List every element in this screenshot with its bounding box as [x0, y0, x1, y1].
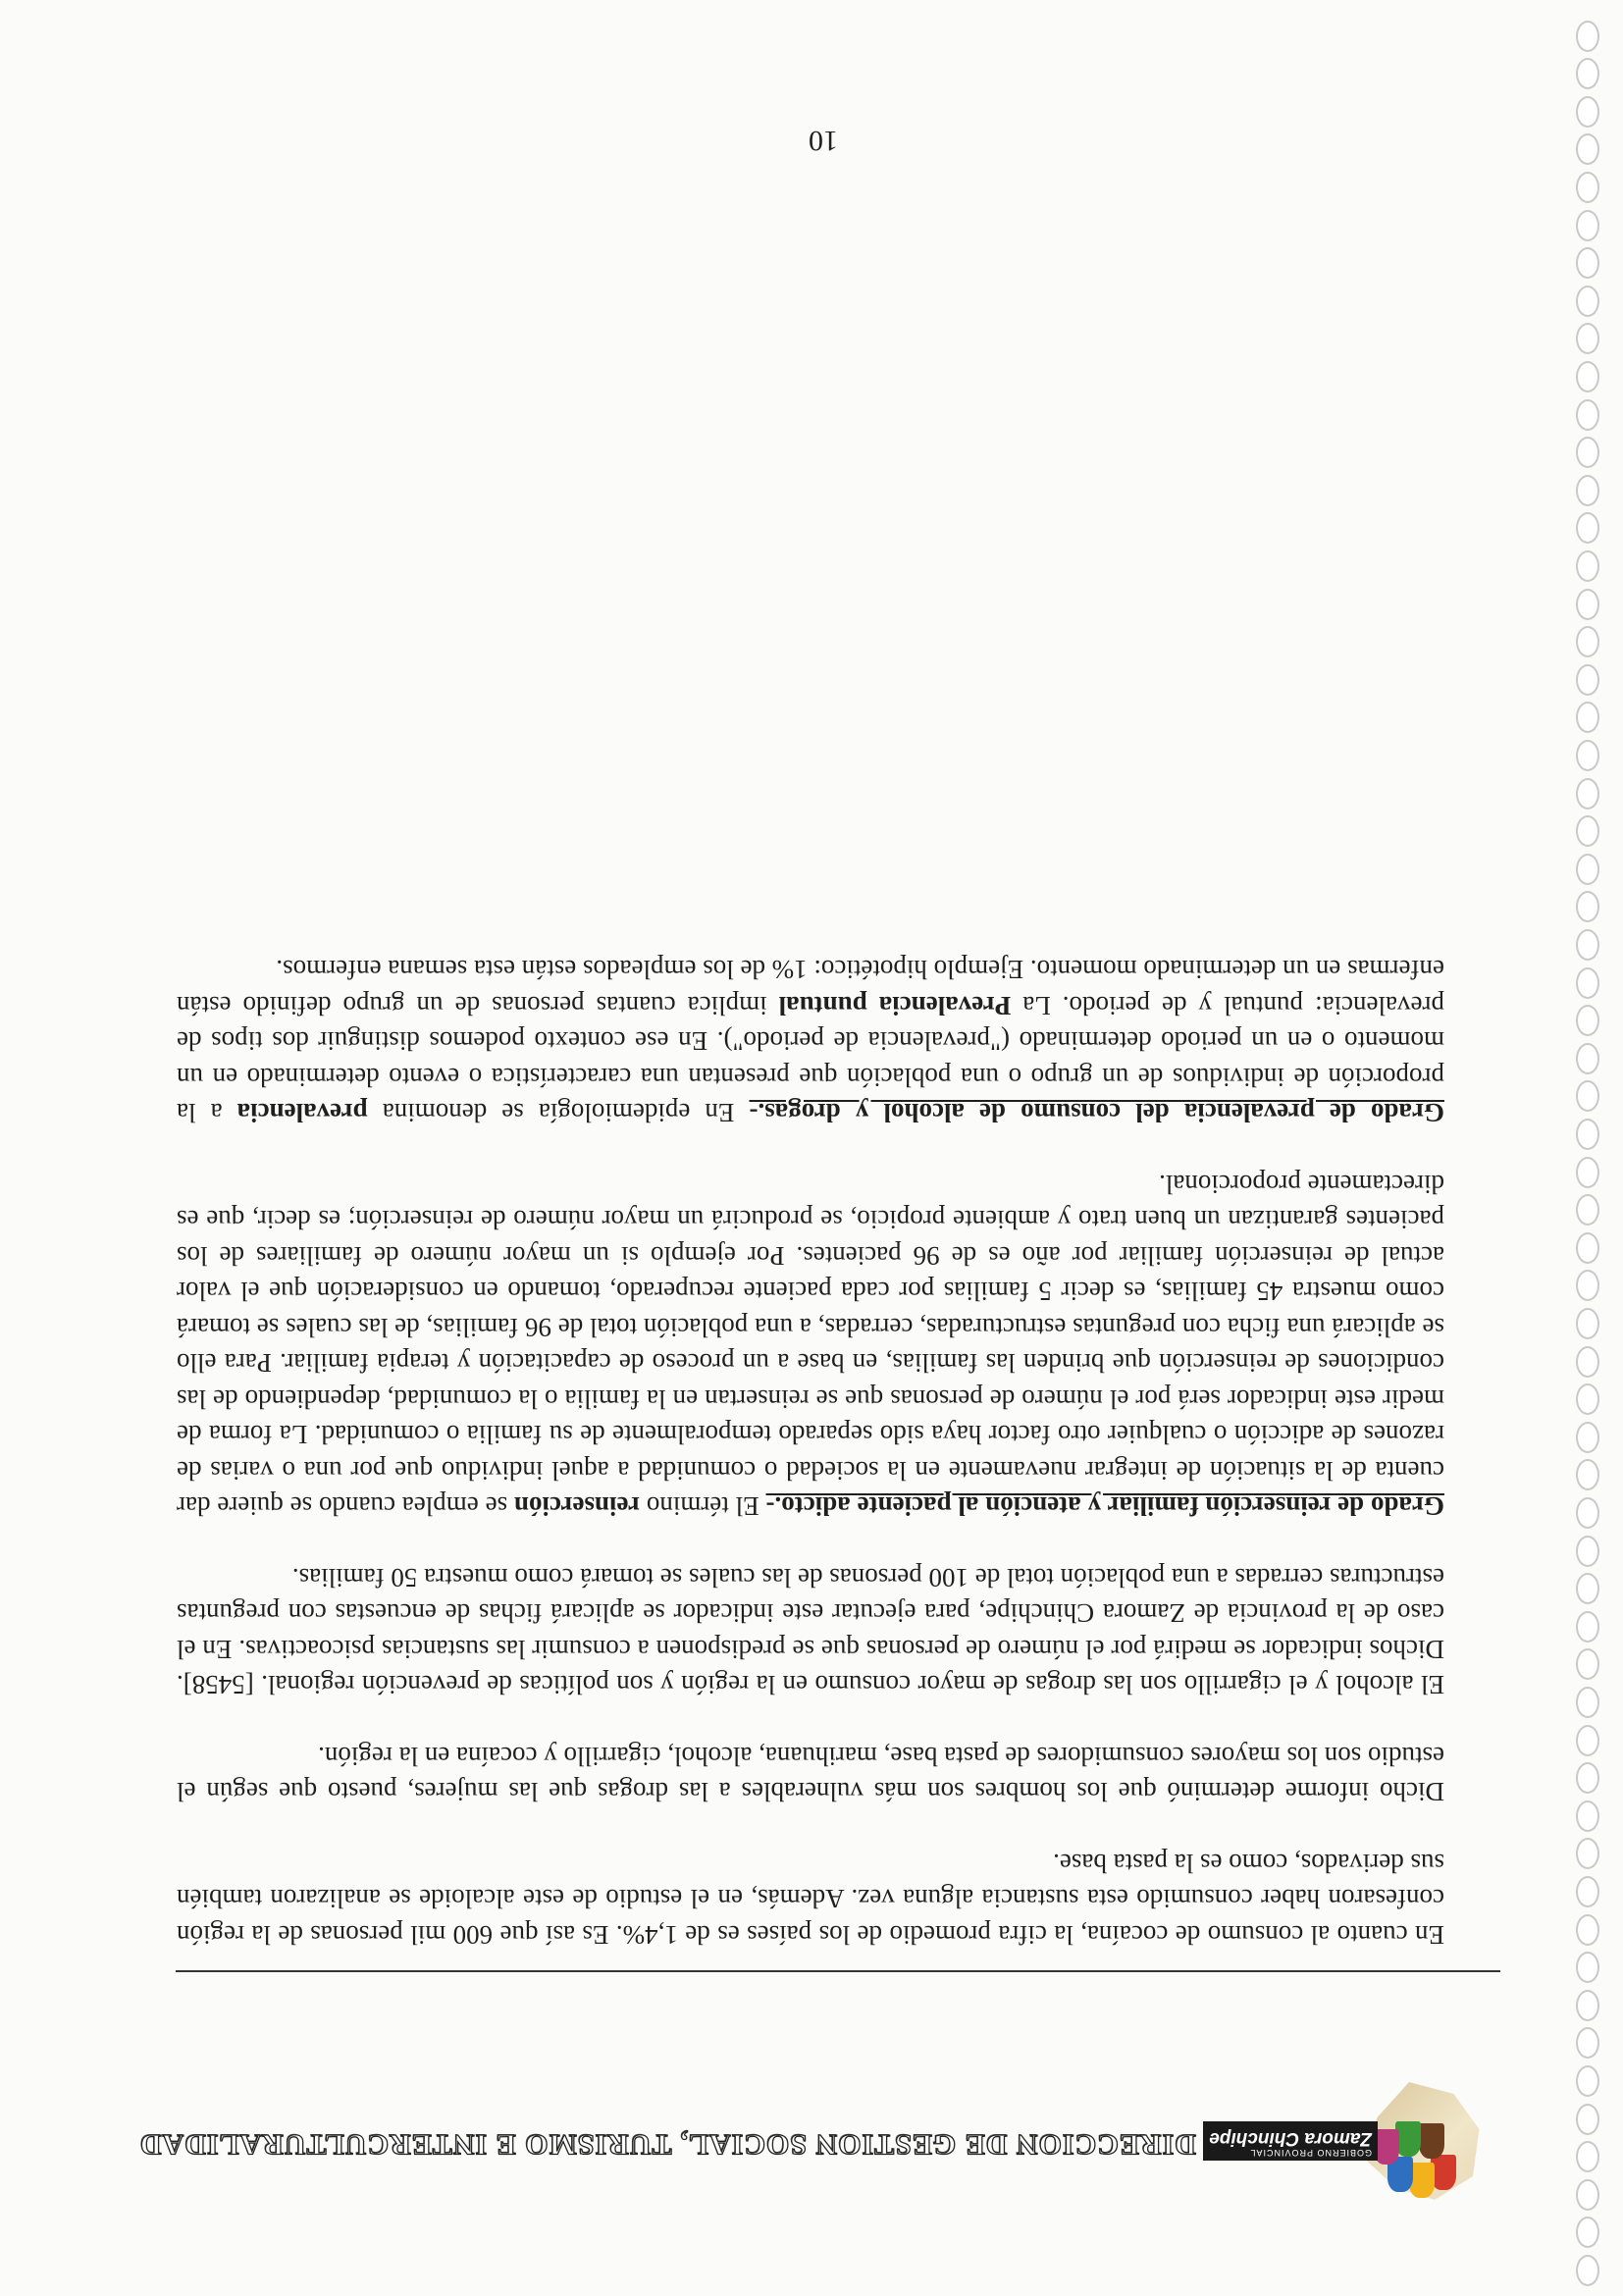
page-number: 10: [809, 125, 838, 157]
binding-hole: [1576, 1422, 1599, 1453]
binding-hole: [1576, 2141, 1599, 2172]
binding-hole: [1576, 1952, 1599, 1983]
binding-hole: [1576, 967, 1599, 999]
binding-hole: [1576, 1232, 1599, 1264]
binding-hole: [1576, 323, 1599, 354]
binding-hole: [1576, 1497, 1599, 1529]
binding-hole: [1576, 1536, 1599, 1567]
term-prevalencia-puntual: Prevalencia puntual: [778, 991, 1012, 1020]
binding-hole: [1576, 1080, 1599, 1112]
binding-hole: [1576, 664, 1599, 696]
binding-hole: [1576, 2217, 1599, 2248]
binding-hole: [1576, 929, 1599, 961]
binding-hole: [1576, 589, 1599, 620]
logo-name: Zamora Chinchipe: [1209, 2128, 1372, 2149]
binding-hole: [1576, 1611, 1599, 1643]
binding-hole: [1576, 815, 1599, 847]
paragraph-text: a la proporción de individuos de un grupo o una población que presentan una característica o evento determinado en un momento o en un periodo determinado ("prevalencia de periodo"). En ese contexto podemos distinguir dos tipos de prevalencia: puntual y de periodo. La: [177, 991, 1444, 1128]
binding-hole: [1576, 247, 1599, 279]
term-prevalencia: prevalencia: [236, 1098, 368, 1128]
binding-hole: [1576, 172, 1599, 203]
binding-hole: [1576, 21, 1599, 52]
binding-hole: [1576, 1194, 1599, 1226]
spiral-binding: [1568, 10, 1607, 2286]
binding-hole: [1576, 1762, 1599, 1794]
binding-hole: [1576, 1043, 1599, 1074]
page-header: [102, 2048, 1495, 2219]
logo-badge: [1203, 2121, 1378, 2161]
binding-hole: [1576, 58, 1599, 89]
binding-hole: [1576, 1157, 1599, 1188]
binding-hole: [1576, 512, 1599, 544]
section-heading-prevalence: Grado de prevalencia del consumo de alcohol y drogas.-: [749, 1098, 1444, 1128]
binding-hole: [1576, 1687, 1599, 1718]
binding-hole: [1576, 1914, 1599, 1946]
binding-hole: [1576, 778, 1599, 809]
binding-hole: [1576, 740, 1599, 771]
binding-hole: [1576, 475, 1599, 506]
paragraph-lead: El término: [639, 1491, 766, 1522]
binding-hole: [1576, 891, 1599, 922]
binding-hole: [1576, 399, 1599, 431]
binding-hole: [1576, 1459, 1599, 1490]
binding-hole: [1576, 1270, 1599, 1301]
binding-hole: [1576, 626, 1599, 657]
paragraph-vulnerability: Dicho informe determinó que los hombres son más vulnerables a las drogas que las mujeres, puesto que según el estudio son los mayores consumidores de pasta base, marihuana, alcohol, cigarrillo y cocaína en la región.: [177, 1742, 1444, 1807]
logo-figure-icon: [1419, 2123, 1444, 2159]
binding-hole: [1576, 96, 1599, 128]
binding-hole: [1576, 1005, 1599, 1036]
logo-subtitle: GOBIERNO PROVINCIAL: [1249, 2148, 1372, 2158]
binding-hole: [1576, 1800, 1599, 1832]
paragraph-prevalence: [177, 952, 1444, 1131]
binding-hole: [1576, 133, 1599, 165]
binding-hole: [1576, 2065, 1599, 2097]
binding-hole: [1576, 2104, 1599, 2135]
paragraph-text: implica cuantas personas de un grupo definido están enfermas en un determinado momento. Ejemplo hipotético: 1% de los empleados están esta semana enfermos.: [177, 955, 1444, 1020]
binding-hole: [1576, 550, 1599, 582]
binding-hole: [1576, 1876, 1599, 1907]
document-body: [177, 916, 1444, 1953]
paragraph-alcohol-tobacco: El alcohol y el cigarrillo son las drogas de mayor consumo en la región y son políticas de prevención regional. [5458]. Dichos indicador se medirá por el número de personas que se predisponen a consumir las sustancias psicoactivas. En el caso de la provincia de Zamora Chinchipe, para ejecutar este indicador se aplicará fichas de encuestas con preguntas estructuras cerradas a una población total de 100 personas de las cuales se tomará como muestra 50 familias.: [177, 1563, 1444, 1700]
binding-hole: [1576, 1346, 1599, 1378]
binding-hole: [1576, 2255, 1599, 2286]
binding-hole: [1576, 1573, 1599, 1604]
paragraph-cocaine: En cuanto al consumo de cocaína, la cifra promedio de los países es de 1,4%. Es así que 600 mil personas de la región confesaron haber consumido esta sustancia alguna vez. Además, en el estudio de este alcaloide se analizaron también sus derivados, como es la pasta base.: [177, 1849, 1444, 1950]
binding-hole: [1576, 1383, 1599, 1415]
binding-hole: [1576, 1119, 1599, 1150]
binding-hole: [1576, 437, 1599, 468]
section-heading-reinsertion: Grado de reinserción familiar y atención al paciente adicto.-: [765, 1491, 1444, 1522]
binding-hole: [1576, 854, 1599, 885]
binding-hole: [1576, 1990, 1599, 2021]
paragraph-text: se emplea cuando se quiere dar cuenta de la situación de integrar nuevamente en la sociedad o comunidad a aquel individuo que por una o varias de razones de adicción o cualquier otro factor haya sido separado temporalmente de su familia o comunidad. La forma de medir este indicador será por el número de personas que se reinsertan en la familia o la comunidad, dependiendo de las condiciones de reinserción que brinden las familias, en base a un proceso de capacitación y terapia familiar. Para ello se aplicará una ficha con preguntas estructuradas, cerradas, a una población total de 96 familias, de las cuales se tomará como muestra 45 familias, es decir 5 familias por cada paciente recuperado, tomando en consideración que el valor actual de reinserción familiar por año es de 96 pacientes. Por ejemplo si un mayor número de familiares de los pacientes garantizan un buen trato y ambiente propicio, se producirá un mayor número de reinserción; es decir, que es directamente proporcional.: [177, 1170, 1444, 1522]
binding-hole: [1576, 702, 1599, 733]
paragraph-lead: En epidemiología se denomina: [367, 1098, 750, 1128]
provincial-logo: [1209, 2062, 1495, 2219]
term-reinsercion: reinserción: [513, 1491, 640, 1522]
binding-hole: [1576, 1308, 1599, 1339]
binding-hole: [1576, 286, 1599, 317]
binding-hole: [1576, 1838, 1599, 1869]
header-divider: [176, 1970, 1500, 1972]
binding-hole: [1576, 361, 1599, 392]
department-title: DIRECCION DE GESTION SOCIAL, TURISMO E INTERCULTURALIDAD: [138, 2128, 1196, 2161]
binding-hole: [1576, 2179, 1599, 2211]
binding-hole: [1576, 1648, 1599, 1680]
binding-hole: [1576, 2027, 1599, 2059]
binding-hole: [1576, 1725, 1599, 1756]
binding-hole: [1576, 210, 1599, 241]
paragraph-reinsertion: [177, 1167, 1444, 1525]
